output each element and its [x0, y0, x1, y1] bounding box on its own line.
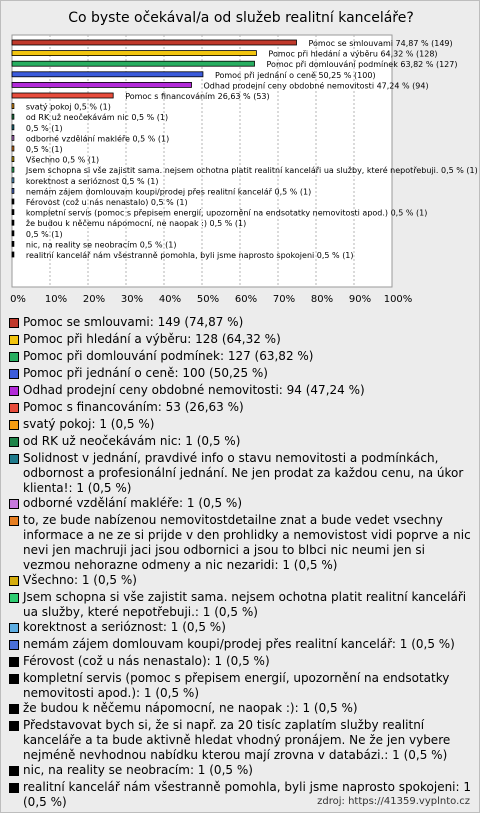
bar-label: Jsem schopna si vše zajistit sama. nejsem ochotna platit realitní kanceláři ua služby, které nepotřebuji. 0,5 % (1)	[25, 166, 478, 176]
x-tick-label: 0%	[10, 294, 26, 305]
legend-swatch	[9, 437, 19, 447]
bar	[12, 210, 14, 215]
x-tick-label: 80%	[310, 294, 334, 305]
bar-label: nemám zájem domlouvam koupi/prodej přes realitní kancelář 0,5 % (1)	[25, 187, 312, 197]
bar-label: 0,5 % (1)	[25, 123, 63, 133]
legend-label: že budou k něčemu nápomocní, ne naopak :): 1 (0,5 %)	[23, 701, 358, 715]
bar	[12, 72, 203, 77]
legend-label: nemám zájem domlouvam koupi/prodej přes realitní kancelář: 1 (0,5 %)	[23, 637, 455, 651]
bar-label: 0,5 % (1)	[25, 145, 63, 154]
legend-item	[9, 332, 471, 349]
bar-label: Pomoc při hledání a výběru 64,32 % (128)	[268, 49, 438, 59]
legend-item	[9, 496, 471, 513]
legend-swatch	[9, 593, 19, 603]
legend-label: Pomoc s financováním: 53 (26,63 %)	[23, 400, 244, 414]
legend-label: to, ze bude nabízenou nemovitostdetailne znat a bude vedet vsechny informace a ne ze si prijde v den prohlidky a nemovistost vidi poprve a nic nevi jen machruji jaci jsou odbornici a jsou to blbci nic neumi jen si vezmou nehorazne odmeny a nic nezaridi: 1 (0,5 %)	[23, 513, 471, 572]
bar-label: 0,5 % (1)	[25, 229, 63, 239]
x-tick-label: 40%	[158, 294, 182, 305]
x-tick-label: 90%	[348, 294, 372, 305]
bar-label: Pomoc při jednání o ceně 50,25 % (100)	[214, 70, 376, 80]
bar	[12, 167, 14, 172]
legend-item	[9, 315, 471, 332]
legend-label: svatý pokoj: 1 (0,5 %)	[23, 417, 155, 431]
bar	[12, 82, 192, 87]
legend-swatch	[9, 369, 19, 379]
legend-label: Jsem schopna si vše zajistit sama. nejsem ochotna platit realitní kanceláři ua služby, které nepotřebuji.: 1 (0,5 %)	[23, 590, 467, 619]
legend-item	[9, 349, 471, 366]
bar	[12, 51, 256, 56]
legend-swatch	[9, 766, 19, 776]
legend-swatch	[9, 420, 19, 430]
x-tick-label: 100%	[383, 294, 413, 305]
x-tick-label: 20%	[82, 294, 106, 305]
legend-item	[9, 763, 471, 780]
legend-item	[9, 654, 471, 671]
legend-item	[9, 637, 471, 654]
legend-label: korektnost a serióznost: 1 (0,5 %)	[23, 620, 226, 634]
legend-label: Solidnost v jednání, pravdivé info o stavu nemovitosti a podmínkách, odbornost a profesionální jednání. Ne jen prodat za každou cenu, na úkor klienta!: 1 (0,5 %)	[23, 451, 464, 495]
legend-label: realitní kancelář nám všestranně pomohla, byli jsme naprosto spokojeni: 1 (0,5 %)	[23, 780, 472, 809]
legend-swatch	[9, 640, 19, 650]
legend-swatch	[9, 352, 19, 362]
legend-item	[9, 671, 471, 701]
bar-label: Férovost (což u nás nenastalo) 0,5 % (1)	[25, 198, 188, 207]
legend-item	[9, 573, 471, 590]
legend-item	[9, 400, 471, 417]
legend-label: Férovost (což u nás nenastalo): 1 (0,5 %)	[23, 654, 270, 668]
bar	[12, 61, 255, 66]
source-note: zdroj: https://41359.vyplnto.cz	[317, 796, 470, 807]
legend-swatch	[9, 318, 19, 328]
bar	[12, 40, 297, 45]
legend-label: Pomoc při domlouvání podmínek: 127 (63,82 %)	[23, 349, 314, 363]
bar	[12, 125, 14, 130]
legend-item	[9, 383, 471, 400]
legend-item	[9, 417, 471, 434]
legend-swatch	[9, 657, 19, 667]
legend-swatch	[9, 623, 19, 633]
bar-label: že budou k něčemu nápomocní, ne naopak :) 0,5 % (1)	[25, 219, 247, 229]
legend-swatch	[9, 499, 19, 509]
bar	[12, 199, 14, 204]
legend-label: odborné vzdělání makléře: 1 (0,5 %)	[23, 496, 243, 510]
bar-label: nic, na reality se neobracím 0,5 % (1)	[25, 240, 177, 250]
bar-label: kompletní servis (pomoc s přepisem energií, upozornění na endsotatky nemovitosti apod.) 0,5 % (1)	[25, 208, 428, 218]
legend-swatch	[9, 721, 19, 731]
legend-item	[9, 701, 471, 718]
bar-label: realitní kancelář nám všestranně pomohla, byli jsme naprosto spokojeni 0,5 % (1)	[25, 251, 354, 260]
chart-title: Co byste očekával/a od služeb realitní kanceláře?	[68, 10, 414, 26]
bar	[12, 231, 14, 236]
bar	[12, 252, 14, 257]
legend-swatch	[9, 454, 19, 464]
legend-swatch	[9, 403, 19, 413]
legend-label: nic, na reality se neobracím: 1 (0,5 %)	[23, 763, 253, 777]
legend-label: Představovat bych si, že si např. za 20 tisíc zaplatím služby realitní kanceláře a ta bude aktivně hledat vhodný pronájem. Ne že jen vybere nejméně nevhodnou nabídku kterou mají zrovna v databázi.: 1 (0,5 %)	[23, 718, 451, 762]
legend-item	[9, 434, 471, 451]
bar-label: svatý pokoj 0,5 % (1)	[25, 102, 111, 112]
bar-label: Odhad prodejní ceny obdobné nemovitosti 47,24 % (94)	[203, 81, 429, 91]
x-tick-label: 70%	[272, 294, 296, 305]
bar-label: Všechno 0,5 % (1)	[25, 155, 100, 165]
x-tick-label: 10%	[44, 294, 68, 305]
legend-swatch	[9, 783, 19, 793]
legend-item	[9, 590, 471, 620]
x-tick-label: 50%	[196, 294, 220, 305]
legend-label: Pomoc při hledání a výběru: 128 (64,32 %)	[23, 332, 281, 346]
legend-label: od RK už neočekávám nic: 1 (0,5 %)	[23, 434, 241, 448]
legend-item	[9, 366, 471, 383]
legend-label: Všechno: 1 (0,5 %)	[23, 573, 137, 587]
bar	[12, 135, 14, 140]
legend-item	[9, 718, 471, 763]
bar-label: odborné vzdělání makléře 0,5 % (1)	[25, 134, 170, 144]
legend-swatch	[9, 335, 19, 345]
legend-swatch	[9, 576, 19, 586]
bar-label: Pomoc při domlouvání podmínek 63,82 % (127)	[266, 60, 458, 70]
bar	[12, 220, 14, 225]
bar	[12, 157, 14, 162]
x-tick-label: 30%	[120, 294, 144, 305]
bar-label: korektnost a serióznost 0,5 % (1)	[25, 176, 159, 186]
bar	[12, 146, 14, 151]
legend-item	[9, 451, 471, 496]
bar	[12, 93, 113, 98]
legend-item	[9, 513, 471, 573]
bar	[12, 188, 14, 193]
bar-label: od RK už neočekávám nic 0,5 % (1)	[25, 113, 169, 123]
legend-item	[9, 620, 471, 637]
bar	[12, 104, 14, 109]
bar-label: Pomoc s financováním 26,63 % (53)	[125, 92, 270, 101]
bar	[12, 114, 14, 119]
bar-chart	[1, 31, 480, 315]
bar-label: Pomoc se smlouvami 74,87 % (149)	[308, 39, 453, 48]
legend-swatch	[9, 516, 19, 526]
legend-swatch	[9, 704, 19, 714]
chart-legend	[9, 315, 471, 810]
legend-label: Pomoc při jednání o ceně: 100 (50,25 %)	[23, 366, 268, 380]
legend-swatch	[9, 674, 19, 684]
legend-label: kompletní servis (pomoc s přepisem energií, upozornění na endsotatky nemovitosti apod.): 1 (0,5 %)	[23, 671, 450, 700]
bar	[12, 178, 14, 183]
bar	[12, 241, 14, 246]
legend-label: Pomoc se smlouvami: 149 (74,87 %)	[23, 315, 244, 329]
x-tick-label: 60%	[234, 294, 258, 305]
legend-swatch	[9, 386, 19, 396]
legend-label: Odhad prodejní ceny obdobné nemovitosti: 94 (47,24 %)	[23, 383, 365, 397]
